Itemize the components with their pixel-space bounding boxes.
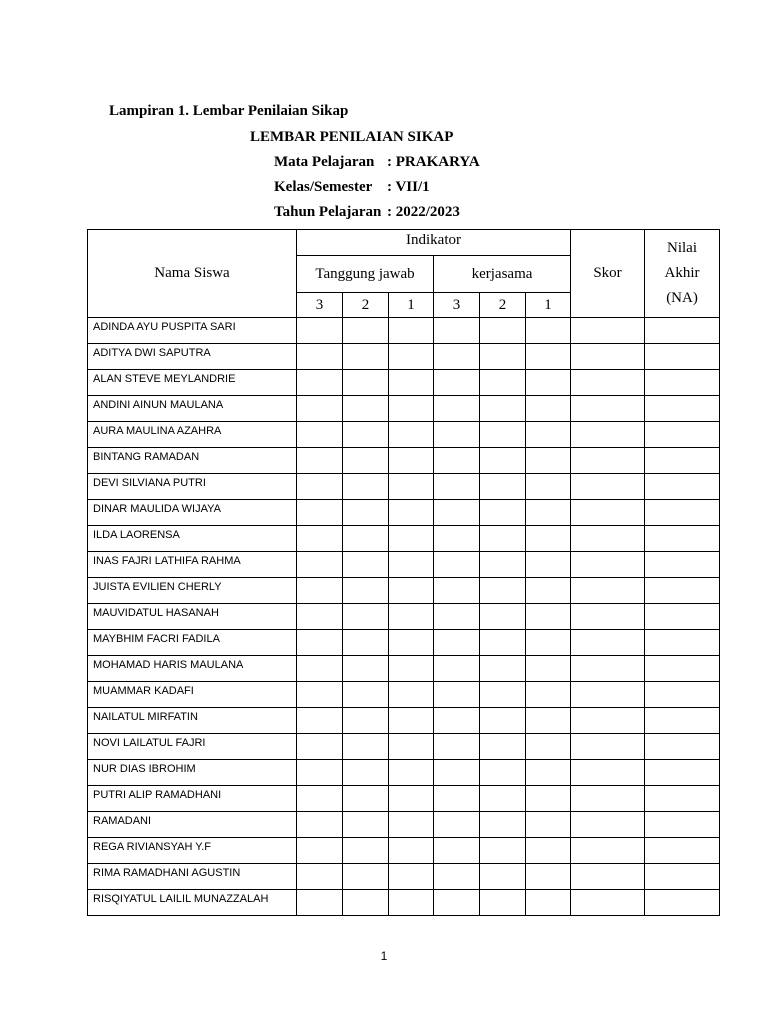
score-cell[interactable] <box>343 344 389 370</box>
score-header: 2 <box>480 293 526 318</box>
score-cell[interactable] <box>389 448 434 474</box>
score-cell[interactable] <box>297 474 343 500</box>
score-cell[interactable] <box>343 760 389 786</box>
table-row <box>88 448 720 474</box>
student-name: MAUVIDATUL HASANAH <box>88 604 297 630</box>
score-cell[interactable] <box>480 682 526 708</box>
score-cell[interactable] <box>434 422 480 448</box>
score-cell[interactable] <box>480 526 526 552</box>
score-cell[interactable] <box>526 760 571 786</box>
table-row <box>88 604 720 630</box>
score-cell[interactable] <box>343 786 389 812</box>
col-header-tanggung-jawab: Tanggung jawab <box>297 256 434 293</box>
score-cell[interactable] <box>297 708 343 734</box>
score-cell[interactable] <box>297 864 343 890</box>
score-header: 3 <box>434 293 480 318</box>
table-row <box>88 682 720 708</box>
nilai-akhir-cell[interactable] <box>645 474 720 500</box>
score-cell[interactable] <box>434 760 480 786</box>
score-cell[interactable] <box>434 838 480 864</box>
skor-cell[interactable] <box>571 526 645 552</box>
score-cell[interactable] <box>480 318 526 344</box>
score-cell[interactable] <box>434 318 480 344</box>
score-cell[interactable] <box>389 682 434 708</box>
score-cell[interactable] <box>526 812 571 838</box>
nilai-akhir-cell[interactable] <box>645 812 720 838</box>
table-row <box>88 630 720 656</box>
score-cell[interactable] <box>389 630 434 656</box>
score-cell[interactable] <box>297 422 343 448</box>
score-cell[interactable] <box>297 838 343 864</box>
score-cell[interactable] <box>389 526 434 552</box>
student-name: AURA MAULINA AZAHRA <box>88 422 297 448</box>
nilai-akhir-cell[interactable] <box>645 318 720 344</box>
score-cell[interactable] <box>480 396 526 422</box>
skor-cell[interactable] <box>571 812 645 838</box>
score-cell[interactable] <box>480 838 526 864</box>
student-name: ADITYA DWI SAPUTRA <box>88 344 297 370</box>
nilai-akhir-cell[interactable] <box>645 734 720 760</box>
table-row <box>88 760 720 786</box>
score-cell[interactable] <box>389 422 434 448</box>
skor-cell[interactable] <box>571 344 645 370</box>
score-cell[interactable] <box>526 422 571 448</box>
score-cell[interactable] <box>434 448 480 474</box>
student-name: ANDINI AINUN MAULANA <box>88 396 297 422</box>
score-cell[interactable] <box>297 890 343 916</box>
score-cell[interactable] <box>343 500 389 526</box>
score-cell[interactable] <box>297 760 343 786</box>
student-name: ADINDA AYU PUSPITA SARI <box>88 318 297 344</box>
skor-cell[interactable] <box>571 552 645 578</box>
score-cell[interactable] <box>480 734 526 760</box>
score-cell[interactable] <box>343 578 389 604</box>
skor-cell[interactable] <box>571 838 645 864</box>
nilai-akhir-cell[interactable] <box>645 526 720 552</box>
score-cell[interactable] <box>434 734 480 760</box>
nilai-akhir-cell[interactable] <box>645 448 720 474</box>
score-cell[interactable] <box>297 344 343 370</box>
score-cell[interactable] <box>343 656 389 682</box>
score-cell[interactable] <box>480 578 526 604</box>
skor-cell[interactable] <box>571 630 645 656</box>
score-cell[interactable] <box>526 344 571 370</box>
score-cell[interactable] <box>389 552 434 578</box>
score-cell[interactable] <box>434 578 480 604</box>
score-cell[interactable] <box>297 370 343 396</box>
score-cell[interactable] <box>297 578 343 604</box>
score-cell[interactable] <box>297 630 343 656</box>
score-cell[interactable] <box>434 708 480 734</box>
col-header-nilai-akhir-line2: Akhir <box>664 265 700 281</box>
nilai-akhir-cell[interactable] <box>645 630 720 656</box>
nilai-akhir-cell[interactable] <box>645 604 720 630</box>
score-cell[interactable] <box>297 526 343 552</box>
nilai-akhir-cell[interactable] <box>645 682 720 708</box>
score-cell[interactable] <box>480 656 526 682</box>
meta-year-label: Tahun Pelajaran <box>274 204 382 220</box>
meta-class-value: : VII/1 <box>387 179 430 195</box>
table-row <box>88 552 720 578</box>
score-cell[interactable] <box>480 890 526 916</box>
score-cell[interactable] <box>480 708 526 734</box>
score-cell[interactable] <box>526 318 571 344</box>
table-row <box>88 344 720 370</box>
score-cell[interactable] <box>526 630 571 656</box>
score-cell[interactable] <box>389 396 434 422</box>
score-cell[interactable] <box>389 370 434 396</box>
score-cell[interactable] <box>526 448 571 474</box>
meta-class <box>274 180 430 195</box>
table-row <box>88 500 720 526</box>
skor-cell[interactable] <box>571 500 645 526</box>
col-header-kerjasama: kerjasama <box>434 256 571 293</box>
skor-cell[interactable] <box>571 786 645 812</box>
score-cell[interactable] <box>343 864 389 890</box>
table-row <box>88 708 720 734</box>
score-cell[interactable] <box>343 396 389 422</box>
nilai-akhir-cell[interactable] <box>645 344 720 370</box>
nilai-akhir-cell[interactable] <box>645 838 720 864</box>
table-row <box>88 812 720 838</box>
student-name: PUTRI ALIP RAMADHANI <box>88 786 297 812</box>
meta-year-value: : 2022/2023 <box>387 204 460 220</box>
table-row <box>88 786 720 812</box>
col-header-nilai-akhir-line3: (NA) <box>666 290 698 306</box>
nilai-akhir-cell[interactable] <box>645 396 720 422</box>
table-row <box>88 578 720 604</box>
score-cell[interactable] <box>480 344 526 370</box>
score-cell[interactable] <box>343 318 389 344</box>
score-header: 1 <box>389 293 434 318</box>
score-cell[interactable] <box>343 812 389 838</box>
skor-cell[interactable] <box>571 604 645 630</box>
score-cell[interactable] <box>343 890 389 916</box>
score-cell[interactable] <box>343 734 389 760</box>
score-cell[interactable] <box>526 708 571 734</box>
nilai-akhir-cell[interactable] <box>645 578 720 604</box>
score-cell[interactable] <box>526 526 571 552</box>
col-header-name: Nama Siswa <box>88 230 297 318</box>
student-name: MOHAMAD HARIS MAULANA <box>88 656 297 682</box>
meta-subject-value: : PRAKARYA <box>387 154 480 170</box>
score-cell[interactable] <box>434 656 480 682</box>
skor-cell[interactable] <box>571 656 645 682</box>
nilai-akhir-cell[interactable] <box>645 864 720 890</box>
score-cell[interactable] <box>434 396 480 422</box>
score-cell[interactable] <box>297 812 343 838</box>
score-cell[interactable] <box>526 500 571 526</box>
score-cell[interactable] <box>434 370 480 396</box>
score-cell[interactable] <box>297 500 343 526</box>
nilai-akhir-cell[interactable] <box>645 552 720 578</box>
score-cell[interactable] <box>343 526 389 552</box>
score-cell[interactable] <box>526 734 571 760</box>
score-cell[interactable] <box>434 812 480 838</box>
table-row <box>88 734 720 760</box>
skor-cell[interactable] <box>571 734 645 760</box>
score-cell[interactable] <box>526 864 571 890</box>
score-cell[interactable] <box>297 318 343 344</box>
score-cell[interactable] <box>389 890 434 916</box>
score-cell[interactable] <box>434 786 480 812</box>
meta-subject <box>274 155 480 170</box>
score-cell[interactable] <box>480 500 526 526</box>
score-cell[interactable] <box>480 812 526 838</box>
score-cell[interactable] <box>389 604 434 630</box>
skor-cell[interactable] <box>571 578 645 604</box>
score-cell[interactable] <box>480 422 526 448</box>
score-cell[interactable] <box>434 864 480 890</box>
student-name: ILDA LAORENSA <box>88 526 297 552</box>
score-cell[interactable] <box>389 708 434 734</box>
score-cell[interactable] <box>389 318 434 344</box>
skor-cell[interactable] <box>571 422 645 448</box>
score-cell[interactable] <box>434 500 480 526</box>
score-header: 3 <box>297 293 343 318</box>
score-cell[interactable] <box>434 344 480 370</box>
score-cell[interactable] <box>480 552 526 578</box>
skor-cell[interactable] <box>571 890 645 916</box>
score-cell[interactable] <box>389 578 434 604</box>
score-cell[interactable] <box>526 604 571 630</box>
student-name: RAMADANI <box>88 812 297 838</box>
student-name: MUAMMAR KADAFI <box>88 682 297 708</box>
col-header-indikator: Indikator <box>297 230 571 256</box>
score-cell[interactable] <box>526 838 571 864</box>
student-name: NUR DIAS IBROHIM <box>88 760 297 786</box>
meta-class-label: Kelas/Semester <box>274 179 373 195</box>
col-header-skor: Skor <box>571 230 645 318</box>
score-cell[interactable] <box>480 760 526 786</box>
student-name: RIMA RAMADHANI AGUSTIN <box>88 864 297 890</box>
score-cell[interactable] <box>343 552 389 578</box>
score-cell[interactable] <box>434 552 480 578</box>
score-cell[interactable] <box>389 760 434 786</box>
table-row <box>88 526 720 552</box>
meta-subject-label: Mata Pelajaran <box>274 154 375 170</box>
table-row <box>88 864 720 890</box>
page-number: 1 <box>380 949 388 963</box>
score-cell[interactable] <box>526 786 571 812</box>
student-name: NAILATUL MIRFATIN <box>88 708 297 734</box>
score-cell[interactable] <box>434 630 480 656</box>
score-cell[interactable] <box>480 474 526 500</box>
skor-cell[interactable] <box>571 682 645 708</box>
score-cell[interactable] <box>526 578 571 604</box>
table-row <box>88 370 720 396</box>
score-cell[interactable] <box>389 344 434 370</box>
score-cell[interactable] <box>389 734 434 760</box>
score-cell[interactable] <box>526 890 571 916</box>
score-cell[interactable] <box>297 734 343 760</box>
score-cell[interactable] <box>526 370 571 396</box>
score-cell[interactable] <box>480 864 526 890</box>
appendix-title: Lampiran 1. Lembar Penilaian Sikap <box>109 103 349 119</box>
score-cell[interactable] <box>343 682 389 708</box>
student-name: JUISTA EVILIEN CHERLY <box>88 578 297 604</box>
score-cell[interactable] <box>343 448 389 474</box>
score-cell[interactable] <box>297 396 343 422</box>
student-name: MAYBHIM FACRI FADILA <box>88 630 297 656</box>
score-cell[interactable] <box>480 448 526 474</box>
score-cell[interactable] <box>343 630 389 656</box>
score-cell[interactable] <box>434 526 480 552</box>
nilai-akhir-cell[interactable] <box>645 890 720 916</box>
student-name: ALAN STEVE MEYLANDRIE <box>88 370 297 396</box>
score-cell[interactable] <box>526 682 571 708</box>
student-name: REGA RIVIANSYAH Y.F <box>88 838 297 864</box>
score-cell[interactable] <box>389 838 434 864</box>
score-cell[interactable] <box>343 474 389 500</box>
table-row <box>88 396 720 422</box>
meta-year <box>274 205 460 220</box>
student-name: DEVI SILVIANA PUTRI <box>88 474 297 500</box>
score-cell[interactable] <box>389 656 434 682</box>
score-cell[interactable] <box>389 812 434 838</box>
table-row <box>88 318 720 344</box>
table-row <box>88 422 720 448</box>
table-row <box>88 656 720 682</box>
score-cell[interactable] <box>343 838 389 864</box>
student-name: RISQIYATUL LAILIL MUNAZZALAH <box>88 890 297 916</box>
score-cell[interactable] <box>343 604 389 630</box>
score-cell[interactable] <box>480 630 526 656</box>
nilai-akhir-cell[interactable] <box>645 370 720 396</box>
col-header-nilai-akhir-line1: Nilai <box>667 240 698 256</box>
score-cell[interactable] <box>480 370 526 396</box>
nilai-akhir-cell[interactable] <box>645 422 720 448</box>
score-cell[interactable] <box>434 604 480 630</box>
score-cell[interactable] <box>343 422 389 448</box>
student-name: INAS FAJRI LATHIFA RAHMA <box>88 552 297 578</box>
score-cell[interactable] <box>434 474 480 500</box>
skor-cell[interactable] <box>571 760 645 786</box>
skor-cell[interactable] <box>571 708 645 734</box>
student-name: NOVI LAILATUL FAJRI <box>88 734 297 760</box>
score-cell[interactable] <box>434 890 480 916</box>
score-cell[interactable] <box>389 786 434 812</box>
nilai-akhir-cell[interactable] <box>645 656 720 682</box>
score-cell[interactable] <box>526 552 571 578</box>
assessment-table <box>87 229 720 916</box>
score-cell[interactable] <box>480 604 526 630</box>
score-cell[interactable] <box>297 656 343 682</box>
score-cell[interactable] <box>343 370 389 396</box>
score-cell[interactable] <box>389 864 434 890</box>
student-name: BINTANG RAMADAN <box>88 448 297 474</box>
skor-cell[interactable] <box>571 396 645 422</box>
score-cell[interactable] <box>389 474 434 500</box>
skor-cell[interactable] <box>571 370 645 396</box>
score-cell[interactable] <box>480 786 526 812</box>
skor-cell[interactable] <box>571 318 645 344</box>
score-cell[interactable] <box>297 552 343 578</box>
score-cell[interactable] <box>297 448 343 474</box>
score-cell[interactable] <box>389 500 434 526</box>
score-cell[interactable] <box>526 656 571 682</box>
document-title: LEMBAR PENILAIAN SIKAP <box>250 129 454 145</box>
score-cell[interactable] <box>297 682 343 708</box>
score-cell[interactable] <box>343 708 389 734</box>
score-cell[interactable] <box>526 396 571 422</box>
skor-cell[interactable] <box>571 474 645 500</box>
table-row <box>88 474 720 500</box>
score-cell[interactable] <box>526 474 571 500</box>
score-cell[interactable] <box>297 786 343 812</box>
table-row <box>88 890 720 916</box>
nilai-akhir-cell[interactable] <box>645 760 720 786</box>
score-header: 1 <box>526 293 571 318</box>
nilai-akhir-cell[interactable] <box>645 786 720 812</box>
student-name: DINAR MAULIDA WIJAYA <box>88 500 297 526</box>
skor-cell[interactable] <box>571 448 645 474</box>
col-header-nilai-akhir <box>645 230 720 318</box>
table-row <box>88 838 720 864</box>
score-cell[interactable] <box>434 682 480 708</box>
nilai-akhir-cell[interactable] <box>645 500 720 526</box>
nilai-akhir-cell[interactable] <box>645 708 720 734</box>
skor-cell[interactable] <box>571 864 645 890</box>
score-header: 2 <box>343 293 389 318</box>
score-cell[interactable] <box>297 604 343 630</box>
